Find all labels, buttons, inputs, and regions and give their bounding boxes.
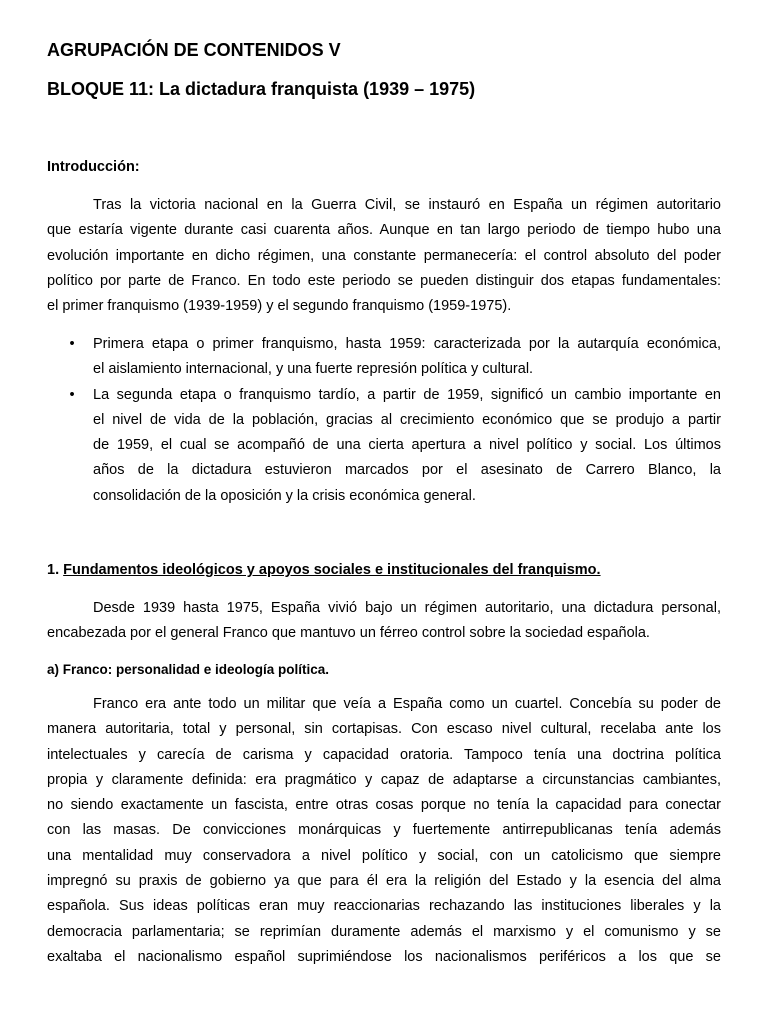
list-item-line: consolidación de la oposición y la crisis económica general. bbox=[93, 487, 476, 504]
document-title: AGRUPACIÓN DE CONTENIDOS V bbox=[47, 40, 341, 60]
paragraph-line: una mentalidad muy conservadora a nivel político y social, con un catolicismo que siempre bbox=[47, 847, 721, 864]
paragraph-line: encabezada por el general Franco que mantuvo un férreo control sobre la sociedad española. bbox=[47, 625, 650, 642]
bullet-icon: • bbox=[69, 336, 75, 352]
list-item-line: de 1959, el cual se acompañó de una cierta apertura a nivel político y social. Los últimos bbox=[93, 437, 721, 454]
paragraph-line: intelectuales y carecía de carisma y capacidad oratoria. Tampoco tenía una doctrina política bbox=[47, 746, 721, 763]
subsection-heading: a) Franco: personalidad e ideología política. bbox=[47, 662, 330, 677]
paragraph-line: democracia parlamentaria; se reprimían duramente además el marxismo y el comunismo y se bbox=[47, 923, 721, 940]
list-item bbox=[69, 332, 721, 383]
section-paragraph bbox=[47, 596, 721, 647]
paragraph-line: exaltaba el nacionalismo español suprimiéndose los nacionalismos periféricos a los que se bbox=[47, 948, 721, 965]
paragraph-line: con las masas. De convicciones monárquicas y fuertemente antirrepublicanas tenía además bbox=[47, 822, 721, 839]
paragraph-line: Desde 1939 hasta 1975, España vivió bajo un régimen autoritario, una dictadura personal, bbox=[93, 600, 721, 616]
paragraph-line: manera autoritaria, total y personal, sin cortapisas. Con escaso nivel cultural, recelaba ante los bbox=[47, 721, 721, 738]
section-title-text: Fundamentos ideológicos y apoyos sociales e institucionales del franquismo. bbox=[63, 562, 601, 578]
section-heading bbox=[47, 562, 601, 578]
document-subtitle: BLOQUE 11: La dictadura franquista (1939 – 1975) bbox=[47, 79, 476, 99]
paragraph-line: político por parte de Franco. En todo este periodo se pueden distinguir dos etapas fundamentales: bbox=[47, 272, 721, 289]
paragraph-line: propia y claramente definida: era pragmático y capaz de adaptarse a circunstancias cambiantes, bbox=[47, 771, 721, 788]
bullet-icon: • bbox=[69, 386, 75, 403]
list-item-line: años de la dictadura estuvieron marcados por el asesinato de Carrero Blanco, la bbox=[93, 462, 721, 479]
list-item-line: el nivel de vida de la población, gracias al crecimiento económico que se produjo a partir bbox=[93, 411, 721, 428]
paragraph-line: evolución importante en dicho régimen, una constante permanecería: el control absoluto del poder bbox=[47, 247, 721, 264]
intro-paragraph bbox=[47, 193, 721, 319]
section-number: 1. bbox=[47, 562, 64, 578]
subsection-paragraph bbox=[47, 692, 721, 970]
list-item-line: La segunda etapa o franquismo tardío, a partir de 1959, significó un cambio importante en bbox=[93, 386, 721, 403]
paragraph-line: Tras la victoria nacional en la Guerra Civil, se instauró en España un régimen autoritario bbox=[93, 197, 721, 213]
paragraph-line: impregnó su praxis de gobierno ya que para él era la religión del Estado y la esencia del alma bbox=[47, 873, 721, 890]
list-item-line: el aislamiento internacional, y una fuerte represión política y cultural. bbox=[93, 361, 534, 378]
list-item bbox=[69, 383, 721, 509]
paragraph-line: no siendo exactamente un fascista, entre otras cosas porque no tenía la capacidad para conectar bbox=[47, 797, 721, 814]
paragraph-line: que estaría vigente durante casi cuarenta años. Aunque en tan largo periodo de tiempo hubo una bbox=[47, 222, 721, 239]
paragraph-line: española. Sus ideas políticas eran muy reaccionarias rechazando las instituciones liberales y la bbox=[47, 898, 721, 915]
intro-heading: Introducción: bbox=[47, 159, 140, 175]
paragraph-line: el primer franquismo (1939-1959) y el segundo franquismo (1959-1975). bbox=[47, 298, 512, 315]
paragraph-line: Franco era ante todo un militar que veía a España como un cuartel. Concebía su poder de bbox=[93, 696, 721, 712]
bullet-list bbox=[69, 332, 721, 509]
list-item-line: Primera etapa o primer franquismo, hasta 1959: caracterizada por la autarquía económica, bbox=[93, 336, 721, 352]
